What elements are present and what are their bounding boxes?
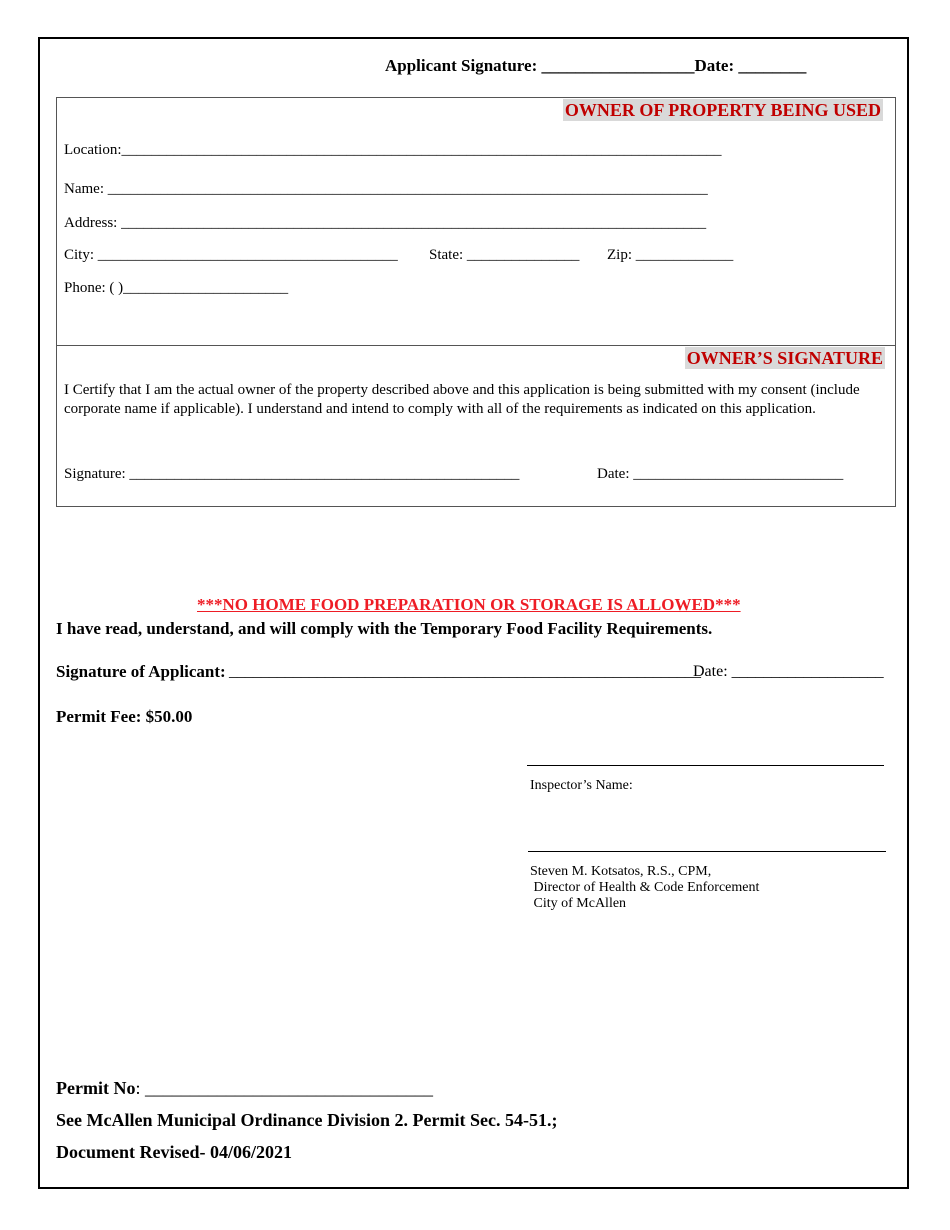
permit-number-label: Permit No (56, 1078, 136, 1098)
owner-property-heading: OWNER OF PROPERTY BEING USED (564, 100, 881, 120)
state-field[interactable]: State: _______________ (429, 247, 580, 263)
applicant-signature-label: Signature of Applicant: (56, 662, 226, 681)
permit-fee-value: : $50.00 (135, 707, 193, 726)
inspector-name-label: Inspector’s Name: (530, 778, 633, 793)
owner-signature-heading: OWNER’S SIGNATURE (686, 348, 883, 368)
applicant-date-field[interactable]: Date: ___________________ (693, 663, 884, 680)
director-city: City of McAllen (530, 896, 627, 911)
director-title: Director of Health & Code Enforcement (530, 880, 760, 895)
permit-fee-label: Permit Fee (56, 707, 136, 726)
document-revised: Document Revised- 04/06/2021 (56, 1142, 292, 1162)
permit-fee (56, 707, 192, 727)
no-home-food-warning: ***NO HOME FOOD PREPARATION OR STORAGE IS ALLOWED*** (197, 595, 741, 614)
permit-number-field[interactable]: : ________________________________ (135, 1078, 433, 1098)
permit-number (56, 1078, 433, 1099)
director-name: Steven M. Kotsatos, R.S., CPM, (530, 864, 712, 879)
applicant-signature-date-line[interactable]: Applicant Signature: __________________Date: ________ (385, 56, 807, 75)
name-field[interactable]: Name: ________________________________________________________________________________ (64, 181, 708, 197)
ordinance-reference: See McAllen Municipal Ordinance Division 2. Permit Sec. 54-51.; (56, 1110, 558, 1130)
owner-date-field[interactable]: Date: ____________________________ (597, 466, 844, 482)
acknowledgement-text: I have read, understand, and will comply with the Temporary Food Facility Requirements. (56, 619, 713, 638)
phone-field[interactable]: Phone: ( )______________________ (64, 280, 289, 296)
inspector-signature-line[interactable] (527, 765, 884, 766)
owner-certification-text: I Certify that I am the actual owner of the property described above and this application is being submitted with my consent (include corporate name if applicable). I understand and intend to comply with all of the requirements as indicated on this application. (64, 382, 860, 417)
address-field[interactable]: Address: ______________________________________________________________________________ (64, 215, 707, 231)
location-field[interactable]: Location:________________________________________________________________________________ (64, 142, 722, 158)
zip-field[interactable]: Zip: _____________ (607, 247, 734, 263)
city-field[interactable]: City: ________________________________________ (64, 247, 398, 263)
applicant-signature-line[interactable]: ___________________________________________________________ (229, 663, 701, 680)
owner-signature-field[interactable]: Signature: ____________________________________________________ (64, 466, 520, 482)
director-signature-line[interactable] (528, 851, 886, 852)
